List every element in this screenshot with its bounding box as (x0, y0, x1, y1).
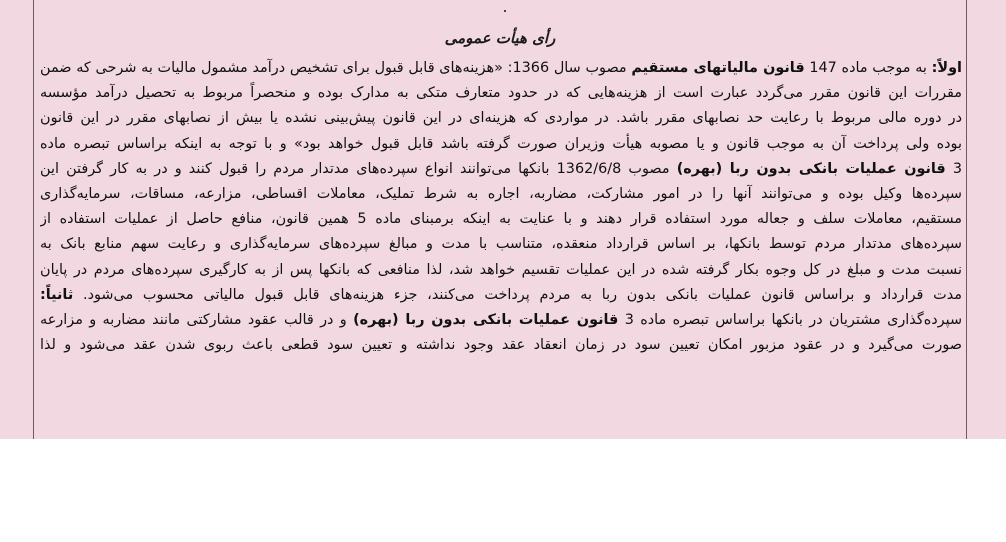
document-title: رأی هیأت عمومی (444, 29, 556, 47)
text-segment: صورت می‌گیرد و در عقود مزبور امکان تعیین سود در زمان انعقاد عقد وجود نداشته و تعیین سود قطعی باعث ربوی شدن عقد می‌شود و لذا (40, 337, 962, 354)
document-body (40, 56, 962, 358)
text-line (40, 56, 962, 81)
text-line (40, 232, 962, 257)
text-segment: 3 (945, 160, 962, 177)
text-line (40, 258, 962, 283)
text-line (40, 283, 962, 308)
page-border-right (966, 0, 967, 439)
bold-text-segment: قانون مالیاتهای مستقیم (631, 60, 805, 76)
text-segment: مقررات این قانون مقرر می‌گردد عبارت است از هزینه‌هایی که در حدود متعارف متکی به مدارک بوده و منحصراً مربوط به تحصیل درآمد مؤسسه (40, 85, 962, 102)
text-line (40, 81, 962, 106)
bold-text-segment: قانون عملیات بانکی بدون ربا (بهره) (676, 160, 946, 177)
page-border-left (33, 0, 34, 439)
bold-text-segment: قانون عملیات بانکی بدون ربا (بهره) (353, 311, 619, 328)
text-line (40, 106, 962, 131)
bold-text-segment: ثانیاً: (40, 286, 74, 303)
text-segment: به موجب ماده 147 (804, 60, 932, 76)
text-line (40, 132, 962, 157)
text-line (40, 207, 962, 232)
text-segment: نسبت مدت و مبلغ در کل وجوه بکار گرفته شده در این عملیات تقسیم خواهد شد، لذا منافعی که بانکها پس از به کارگیری سپرده‌های مردم در پایان (40, 261, 962, 278)
text-segment: مصوب 1362/6/8 بانکها می‌توانند انواع سپرده‌های مدتدار مردم را قبول کنند و در به کار گرفتن این (40, 160, 677, 177)
text-line (40, 308, 962, 333)
text-segment: مدت قرارداد و براساس قانون عملیات بانکی بدون ربا به مردم پرداخت می‌کنند، جزء هزینه‌های قابل قبول مالیاتی محسوب می‌شود. (73, 286, 962, 303)
text-segment: و در قالب عقود مشارکتی مانند مضاربه و مزارعه (40, 311, 354, 328)
text-segment: مصوب سال 1366: «هزینه‌های قابل قبول برای تشخیص درآمد مشمول مالیات به شرحی که ضمن (40, 60, 632, 76)
text-segment: سپرده‌گذاری مشتریان در بانکها براساس تبصره ماده 3 (618, 311, 962, 328)
bold-text-segment: اولاً: (931, 60, 962, 76)
text-segment: در دوره مالی مربوط با رعایت حد نصابهای مقرر باشد. در مواردی که هزینه‌ای در این قانون پیش‌بینی نشده یا بیش از نصابهای مقرر در این قانون (40, 110, 962, 127)
text-segment: بوده ولی پرداخت آن به موجب قانون و یا مصوبه هیأت وزیران صورت گرفته باشد قابل قبول خواهد بود» و با توجه به اینکه براساس تبصره ماده (40, 135, 962, 152)
text-segment: سپرده‌ها وکیل بوده و می‌توانند آنها را در امور مشارکت، مضاربه، اجاره به شرط تملیک، معاملات اقساطی، مزارعه، مساقات، سرمایه‌گذاری (40, 185, 962, 202)
text-line (40, 157, 962, 182)
text-segment: سپرده‌های مدتدار مردم توسط بانکها، بر اساس قرارداد منعقده، متناسب با مدت و مبالغ سپرده‌های سرمایه‌گذاری و رعایت سهم منابع بانک به (40, 236, 962, 253)
text-line (40, 182, 962, 207)
text-segment: مستقیم، معاملات سلف و جعاله مورد استفاده قرار دهند و با عنایت به اینکه برمبنای ماده 5 همین قانون، منافع حاصل از عملیات استفاده از (40, 211, 962, 228)
text-line (40, 333, 962, 358)
page-mark (504, 10, 506, 12)
